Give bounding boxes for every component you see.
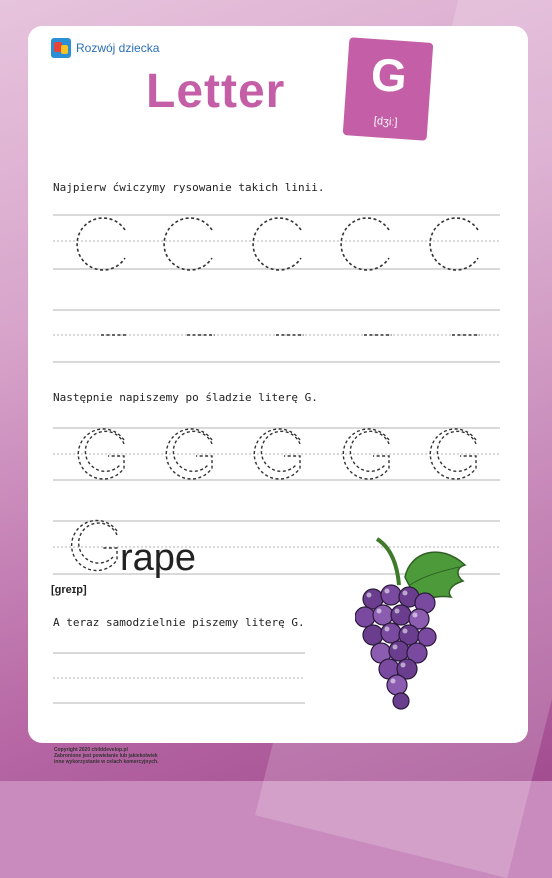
trace-c-shape [430,218,478,270]
word-pronunciation: [greɪp] [51,584,87,596]
footer-copyright [54,747,159,765]
grape-stem [377,539,399,585]
trace-letter-g [261,431,300,471]
trace-c-shape [253,218,301,270]
word-rest: rape [120,537,197,579]
trace-letter-g [85,431,124,471]
footer-line: Zabronione jest powielanie lub jakiekolwiek [54,753,158,759]
grape-berry [391,605,411,625]
trace-letter-g [350,431,389,471]
badge-letter: G [369,47,409,103]
grape-berry [373,605,393,625]
grape-bunch-icon [355,537,475,712]
trace-c-shape [164,218,212,270]
instruction-2: Następnie napiszemy po śladzie literę G. [53,391,318,404]
page-title: Letter [146,65,286,118]
grape-berry [355,607,375,627]
instruction-1: Najpierw ćwiczymy rysowanie takich linii. [53,181,325,194]
badge-pronunciation: [dʒiː] [373,115,398,129]
word-initial-trace [79,523,117,563]
brand-name: Rozwój dziecka [76,41,160,55]
trace-letter-g [437,431,476,471]
trace-c-shape [341,218,389,270]
grape-berry [389,641,409,661]
grape-berry [393,693,409,709]
grape-berry [381,623,401,643]
grape-berry [363,625,383,645]
trace-letter-g [173,431,212,471]
instruction-3: A teraz samodzielnie piszemy literę G. [53,616,305,629]
grape-berry [387,675,407,695]
grape-berry [381,585,401,605]
trace-c-shape [77,218,125,270]
footer-line: Copyright 2020 childdevelop.pl [54,747,128,753]
footer-line: inne wykorzystanie w celach komercyjnych. [54,759,159,765]
